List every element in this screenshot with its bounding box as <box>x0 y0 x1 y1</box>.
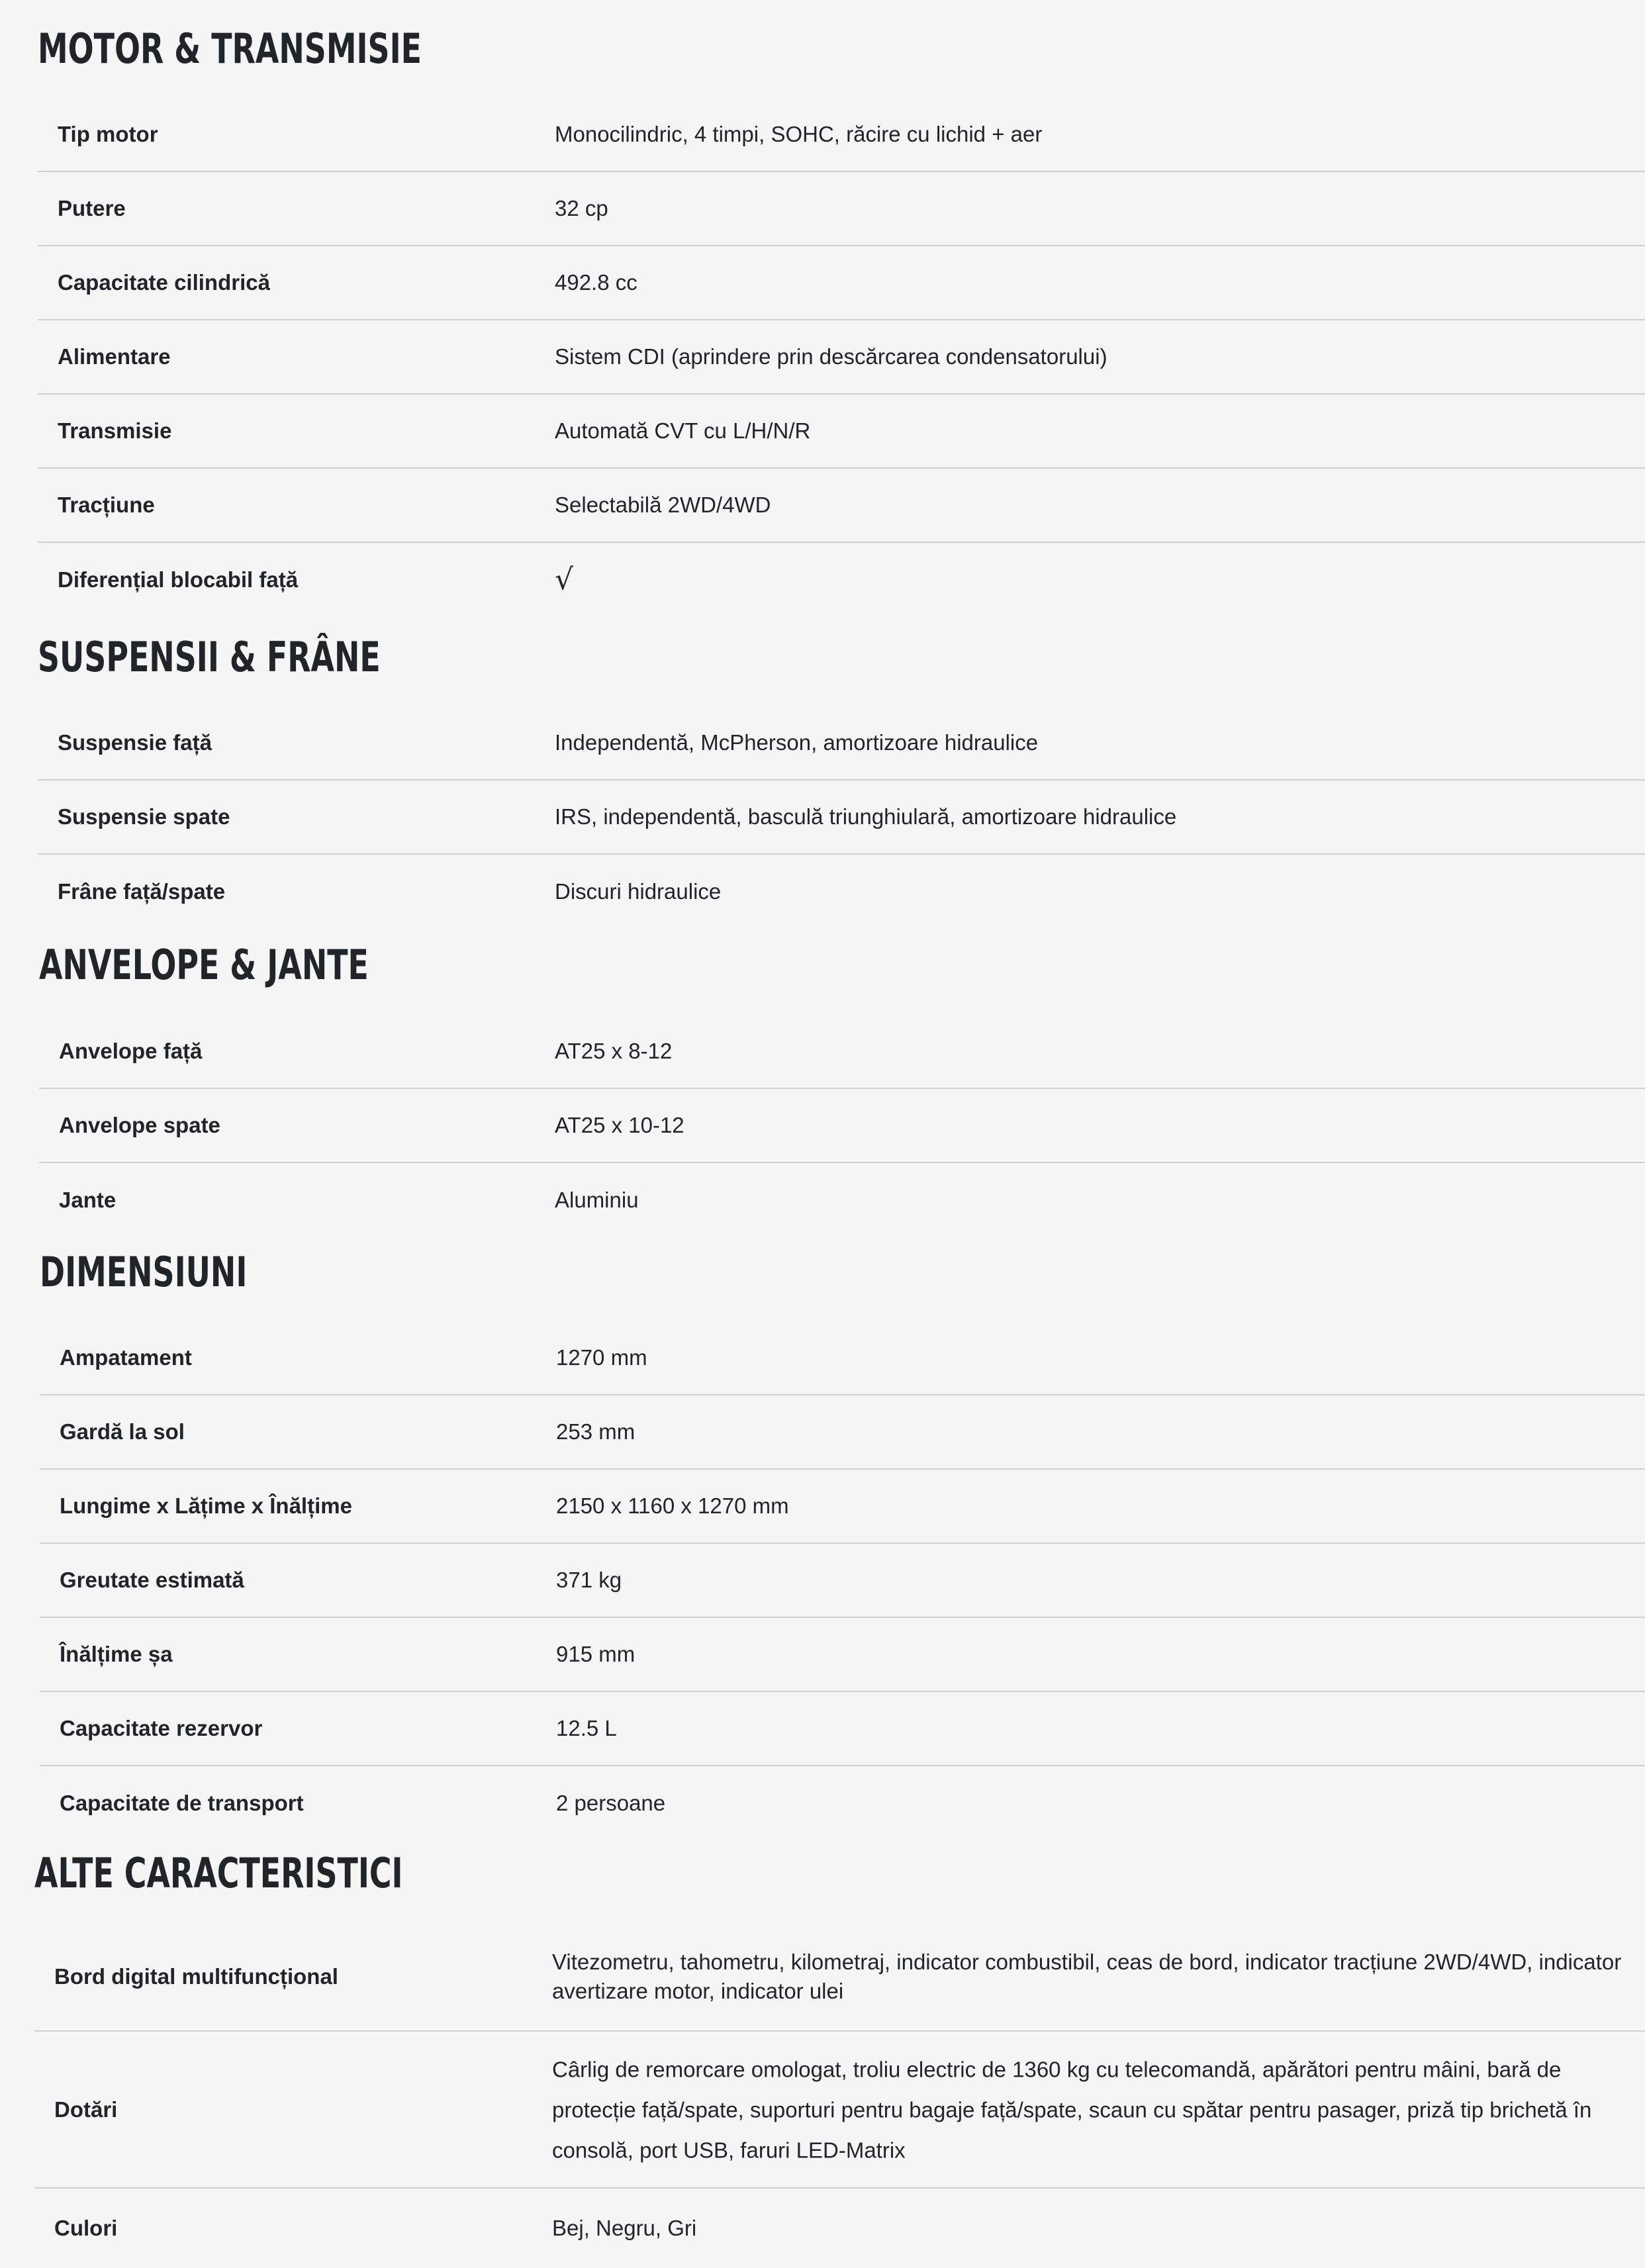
spec-row <box>38 395 1645 469</box>
spec-value: Automată CVT cu L/H/N/R <box>555 418 811 443</box>
spec-value: Aluminiu <box>555 1188 639 1212</box>
spec-value: 492.8 cc <box>555 270 637 295</box>
spec-row <box>38 855 1645 929</box>
spec-label: Alimentare <box>58 344 171 369</box>
section-title: MOTOR & TRANSMISIE <box>38 24 422 73</box>
spec-label: Capacitate de transport <box>60 1791 304 1815</box>
section-title: ANVELOPE & JANTE <box>39 941 369 989</box>
spec-row <box>34 1923 1645 2032</box>
section-title: ALTE CARACTERISTICI <box>34 1849 403 1897</box>
section-title: DIMENSIUNI <box>40 1248 248 1296</box>
spec-row <box>34 2189 1645 2268</box>
spec-row <box>39 1015 1645 1089</box>
spec-row <box>38 98 1645 172</box>
spec-value: Cârlig de remorcare omologat, troliu electric de 1360 kg cu telecomandă, apărători pentru mâini, bară de protecție față/spate, suporturi pentru bagaje față/spate, scaun cu spătar pentru pasager, priză tip brichetă în consolă, port USB, faruri LED-Matrix <box>552 2057 1592 2162</box>
spec-label: Transmisie <box>58 418 172 443</box>
spec-value: 2150 x 1160 x 1270 mm <box>556 1493 789 1518</box>
spec-value: Vitezometru, tahometru, kilometraj, indicator combustibil, ceas de bord, indicator tracțiune 2WD/4WD, indicator avertizare motor, indicator ulei <box>552 1950 1622 2003</box>
spec-label: Greutate estimată <box>60 1568 244 1592</box>
spec-row <box>38 172 1645 246</box>
spec-row <box>39 1163 1645 1237</box>
spec-label: Putere <box>58 196 126 220</box>
spec-row <box>34 2032 1645 2189</box>
spec-value: AT25 x 10-12 <box>555 1113 684 1137</box>
spec-value: Sistem CDI (aprindere prin descărcarea condensatorului) <box>555 344 1107 369</box>
spec-label: Jante <box>59 1188 117 1212</box>
spec-table <box>34 1923 1645 2268</box>
spec-label: Capacitate rezervor <box>60 1716 263 1740</box>
spec-value <box>555 565 1645 594</box>
spec-row <box>38 780 1645 855</box>
spec-value: 915 mm <box>556 1642 635 1666</box>
spec-value: Bej, Negru, Gri <box>552 2216 697 2240</box>
spec-value: 1270 mm <box>556 1345 647 1370</box>
spec-row <box>40 1470 1645 1544</box>
spec-label: Tip motor <box>58 122 158 146</box>
spec-label: Frâne față/spate <box>58 879 226 904</box>
spec-label: Anvelope spate <box>59 1113 220 1137</box>
spec-value: 2 persoane <box>556 1791 666 1815</box>
spec-label: Suspensie față <box>58 730 212 755</box>
spec-row <box>40 1618 1645 1692</box>
spec-row <box>38 320 1645 395</box>
spec-row <box>40 1692 1645 1766</box>
spec-table <box>39 1015 1645 1237</box>
spec-row <box>38 246 1645 320</box>
spec-label: Ampatament <box>60 1345 192 1370</box>
spec-value: IRS, independentă, basculă triunghiulară, amortizoare hidraulice <box>555 804 1177 829</box>
spec-label: Bord digital multifuncțional <box>54 1964 338 1989</box>
spec-row <box>40 1766 1645 1840</box>
spec-label: Dotări <box>54 2097 118 2122</box>
spec-label: Capacitate cilindrică <box>58 270 270 295</box>
spec-value: Independentă, McPherson, amortizoare hidraulice <box>555 730 1039 755</box>
spec-label: Suspensie spate <box>58 804 230 829</box>
spec-row <box>38 469 1645 543</box>
spec-label: Înălțime șa <box>60 1642 173 1666</box>
spec-row <box>40 1544 1645 1618</box>
spec-table <box>40 1321 1645 1840</box>
spec-value: 253 mm <box>556 1419 635 1444</box>
spec-value: Selectabilă 2WD/4WD <box>555 493 771 517</box>
spec-row <box>38 543 1645 617</box>
spec-value: Discuri hidraulice <box>555 879 722 904</box>
spec-value: Monocilindric, 4 timpi, SOHC, răcire cu lichid + aer <box>555 122 1043 146</box>
spec-label: Tracțiune <box>58 493 155 517</box>
spec-value: AT25 x 8-12 <box>555 1039 673 1063</box>
spec-value: 12.5 L <box>556 1716 617 1740</box>
spec-table <box>38 98 1645 617</box>
spec-label: Diferențial blocabil față <box>58 567 299 592</box>
section-title: SUSPENSII & FRÂNE <box>38 633 381 681</box>
spec-value: 371 kg <box>556 1568 622 1592</box>
spec-row <box>40 1395 1645 1470</box>
spec-label: Gardă la sol <box>60 1419 185 1444</box>
spec-value: 32 cp <box>555 196 608 220</box>
spec-table <box>38 706 1645 929</box>
spec-row <box>38 706 1645 780</box>
spec-row <box>40 1321 1645 1395</box>
spec-label: Culori <box>54 2216 118 2240</box>
spec-row <box>39 1089 1645 1163</box>
spec-label: Anvelope față <box>59 1039 203 1063</box>
spec-label: Lungime x Lățime x Înălțime <box>60 1493 352 1518</box>
check-icon: √ <box>555 563 574 596</box>
